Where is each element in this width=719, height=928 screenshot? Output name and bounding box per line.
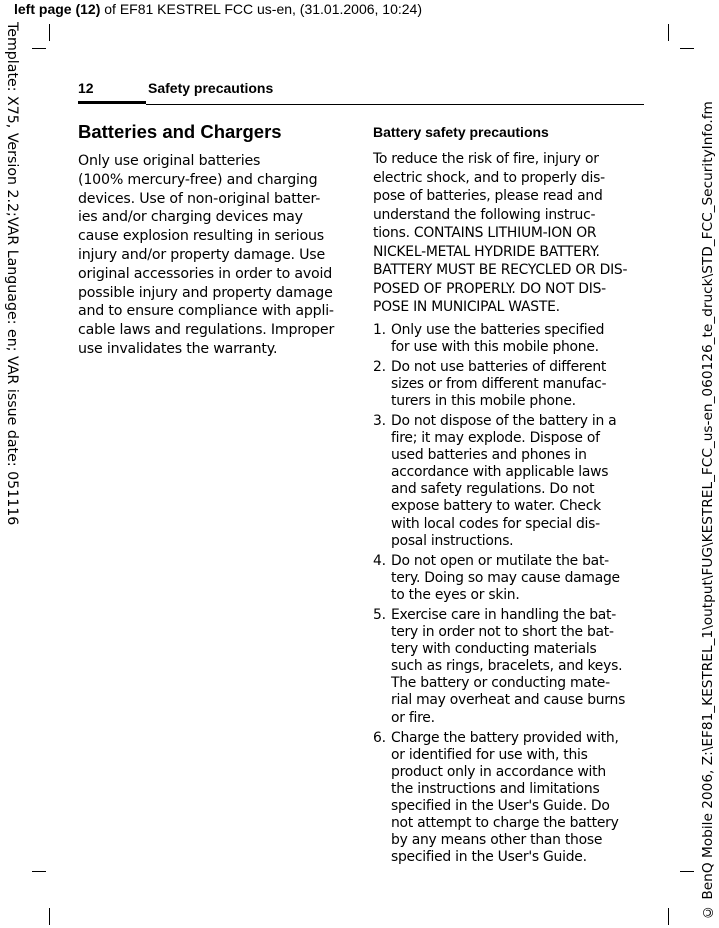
text-line: understand the following instruc- — [373, 206, 596, 223]
text-line: The battery or conducting mate- — [391, 675, 610, 692]
text-line: or identified for use with, this — [391, 746, 588, 763]
text-line: Do not use batteries of different — [391, 358, 607, 375]
page-number: 12 — [78, 80, 94, 96]
list-number: 2. — [373, 358, 386, 375]
text-line: used batteries and phones in — [391, 447, 587, 464]
print-document-info: of EF81 KESTREL FCC us-en, (31.01.2006, 10:24) — [100, 1, 423, 17]
text-line: tery. Doing so may cause damage — [391, 569, 620, 586]
text-line: pose of batteries, please read and — [373, 188, 603, 204]
crop-mark — [668, 24, 669, 41]
text-line: POSE IN MUNICIPAL WASTE. — [373, 299, 560, 315]
text-line: POSED OF PROPERLY. DO NOT DIS- — [373, 280, 606, 297]
text-line: tery with conducting materials — [391, 641, 597, 658]
crop-mark — [680, 48, 694, 49]
text-line: fire; it may explode. Dispose of — [391, 430, 600, 447]
crop-mark — [32, 871, 46, 872]
text-line: expose battery to water. Check — [391, 498, 601, 515]
text-line: original accessories in order to avoid — [78, 265, 333, 282]
section-title: Safety precautions — [148, 80, 274, 96]
text-line: posal instructions. — [391, 532, 514, 549]
batteries-heading: Batteries and Chargers — [78, 121, 282, 142]
print-info-line — [14, 0, 422, 18]
text-line: specified in the User's Guide. — [391, 849, 587, 866]
text-line: the instructions and limitations — [391, 780, 600, 797]
text-line: Only use original batteries — [78, 153, 261, 169]
text-line: (100% mercury-free) and charging — [78, 171, 318, 188]
text-line: To reduce the risk of fire, injury or — [373, 151, 599, 167]
safety-list — [373, 322, 645, 867]
template-info: Template: X75, Version 2.2;VAR Language: en; VAR issue date: 051116 — [4, 22, 20, 526]
text-line: use invalidates the warranty. — [78, 340, 278, 357]
batteries-paragraph — [78, 152, 350, 359]
text-line: not attempt to charge the battery — [391, 815, 619, 832]
copyright-path: © BenQ Mobile 2006, Z:\EF81_KESTREL_1\output\FUG\KESTREL_FCC_us-en_060126_te_druck\STD_FCC_SecurityInfo.fm — [700, 101, 716, 920]
text-line: product only in accordance with — [391, 763, 606, 780]
text-line: by any means other than those — [391, 832, 603, 849]
text-line: cause explosion resulting in serious — [78, 228, 324, 245]
list-number: 4. — [373, 552, 386, 569]
crop-mark — [680, 871, 694, 872]
text-line: or fire. — [391, 709, 435, 726]
list-item — [373, 359, 645, 410]
text-line: and to ensure compliance with appli- — [78, 303, 334, 320]
page-header — [78, 80, 644, 106]
text-line: NICKEL-METAL HYDRIDE BATTERY. — [373, 243, 600, 260]
header-rule — [146, 104, 644, 105]
list-item — [373, 607, 645, 727]
text-line: with local codes for special dis- — [391, 515, 600, 532]
list-item — [373, 413, 645, 550]
header-rule-thick — [78, 101, 146, 104]
battery-safety-intro — [373, 150, 645, 317]
text-line: specified in the User's Guide. Do — [391, 798, 610, 815]
text-line: injury and/or property damage. Use — [78, 246, 326, 263]
list-item — [373, 553, 645, 604]
text-line: rial may overheat and cause burns — [391, 692, 626, 709]
text-line: Do not open or mutilate the bat- — [391, 552, 609, 569]
list-number: 6. — [373, 729, 386, 746]
text-line: for use with this mobile phone. — [391, 338, 599, 355]
crop-mark — [49, 908, 50, 925]
list-item — [373, 322, 645, 356]
text-line: and safety regulations. Do not — [391, 481, 595, 498]
text-line: BATTERY MUST BE RECYCLED OR DIS- — [373, 262, 628, 278]
text-line: Exercise care in handling the bat- — [391, 607, 617, 623]
right-column — [373, 122, 645, 869]
print-page-label: left page (12) — [14, 1, 101, 17]
crop-mark — [49, 24, 50, 41]
list-number: 3. — [373, 412, 386, 429]
text-line: such as rings, bracelets, and keys. — [391, 658, 623, 675]
text-line: tions. CONTAINS LITHIUM-ION OR — [373, 225, 597, 241]
text-line: cable laws and regulations. Improper — [78, 322, 335, 339]
text-line: Only use the batteries specified — [391, 321, 605, 338]
text-line: Do not dispose of the battery in a — [391, 412, 617, 429]
text-line: turers in this mobile phone. — [391, 392, 576, 409]
list-number: 5. — [373, 607, 386, 623]
text-line: to the eyes or skin. — [391, 586, 520, 603]
crop-mark — [668, 908, 669, 925]
battery-safety-heading: Battery safety precautions — [373, 124, 549, 140]
text-line: possible injury and property damage — [78, 284, 333, 301]
text-line: Charge the battery provided with, — [391, 729, 619, 746]
left-column — [78, 120, 350, 359]
text-line: devices. Use of non-original batter- — [78, 190, 321, 207]
text-line: tery in order not to short the bat- — [391, 624, 614, 641]
text-line: electric shock, and to properly dis- — [373, 169, 605, 186]
text-line: ies and/or charging devices may — [78, 209, 303, 226]
list-number: 1. — [373, 321, 386, 338]
text-line: sizes or from different manufac- — [391, 375, 607, 392]
list-item — [373, 730, 645, 867]
crop-mark — [32, 48, 46, 49]
text-line: accordance with applicable laws — [391, 464, 609, 481]
